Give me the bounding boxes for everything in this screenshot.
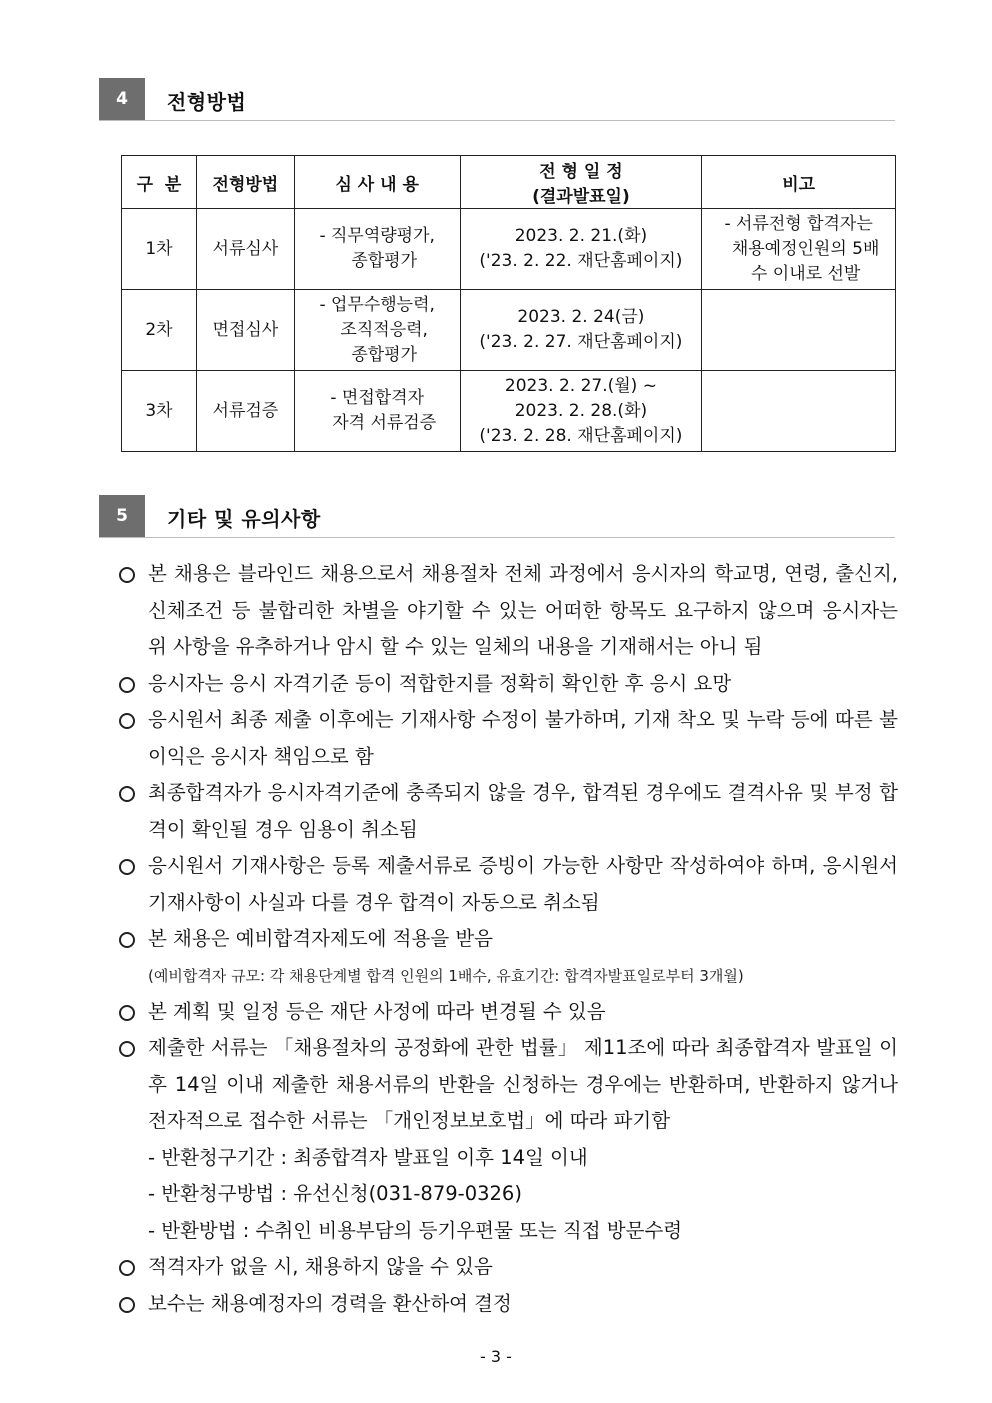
cell-method: 서류심사 — [196, 209, 294, 290]
notice-item: 적격자가 없을 시, 채용하지 않을 수 있음 — [116, 1249, 898, 1286]
notice-item: 보수는 채용예정자의 경력을 환산하여 결정 — [116, 1286, 898, 1323]
table-header-row — [122, 156, 896, 209]
notice-item: 응시원서 최종 제출 이후에는 기재사항 수정이 불가하며, 기재 착오 및 누락 등에 따른 불이익은 응시자 책임으로 함 — [116, 702, 898, 775]
notice-item: 본 채용은 예비합격자제도에 적용을 받음 — [116, 921, 898, 958]
page-number: - 3 - — [480, 1347, 512, 1366]
notice-item: 응시자는 응시 자격기준 등이 적합한지를 정확히 확인한 후 응시 요망 — [116, 666, 898, 703]
cell-method: 면접심사 — [196, 290, 294, 371]
notice-item: 제출한 서류는 「채용절차의 공정화에 관한 법률」 제11조에 따라 최종합격자 발표일 이후 14일 이내 제출한 채용서류의 반환을 신청하는 경우에는 반환하며, 반환하지 않거나 전자적으로 접수한 서류는 「개인정보보호법」에 따라 파기함 — [116, 1030, 898, 1140]
section-number: 5 — [99, 495, 145, 537]
cell-content: - 업무수행능력, 조직적응력, 종합평가 — [294, 290, 460, 371]
section-5-header — [99, 495, 895, 538]
header-schedule: 전 형 일 정 (결과발표일) — [460, 156, 702, 209]
notice-item: 본 채용은 블라인드 채용으로서 채용절차 전체 과정에서 응시자의 학교명, 연령, 출신지, 신체조건 등 불합리한 차별을 야기할 수 있는 어떠한 항목도 요구하지 않으며 응시자는 위 사항을 유추하거나 암시 할 수 있는 일체의 내용을 기재해서는 아니 됨 — [116, 556, 898, 666]
notice-subitem: - 반환청구기간 : 최종합격자 발표일 이후 14일 이내 — [148, 1145, 588, 1169]
header-content: 심 사 내 용 — [294, 156, 460, 209]
section-number: 4 — [99, 78, 145, 120]
cell-content: - 면접합격자 자격 서류검증 — [294, 371, 460, 452]
selection-method-table — [121, 155, 896, 452]
section-4-header — [99, 78, 895, 121]
header-remarks: 비고 — [702, 156, 896, 209]
cell-division: 1차 — [122, 209, 197, 290]
cell-remarks — [702, 371, 896, 452]
cell-method: 서류검증 — [196, 371, 294, 452]
cell-schedule: 2023. 2. 27.(월) ~ 2023. 2. 28.(화) ('23. 2. 28. 재단홈페이지) — [460, 371, 702, 452]
section-title: 전형방법 — [167, 90, 247, 114]
table-row — [122, 209, 896, 290]
notice-list — [116, 556, 898, 1322]
cell-remarks: - 서류전형 합격자는 채용예정인원의 5배 수 이내로 선발 — [702, 209, 896, 290]
section-title: 기타 및 유의사항 — [167, 507, 321, 531]
cell-content: - 직무역량평가, 종합평가 — [294, 209, 460, 290]
notice-item: 최종합격자가 응시자격기준에 충족되지 않을 경우, 합격된 경우에도 결격사유 및 부정 합격이 확인될 경우 임용이 취소됨 — [116, 775, 898, 848]
cell-schedule: 2023. 2. 24(금) ('23. 2. 27. 재단홈페이지) — [460, 290, 702, 371]
table-row — [122, 290, 896, 371]
cell-schedule: 2023. 2. 21.(화) ('23. 2. 22. 재단홈페이지) — [460, 209, 702, 290]
cell-division: 3차 — [122, 371, 197, 452]
header-division: 구 분 — [122, 156, 197, 209]
notice-note: (예비합격자 규모: 각 채용단계별 합격 인원의 1배수, 유효기간: 합격자발표일로부터 3개월) — [148, 966, 744, 985]
cell-remarks — [702, 290, 896, 371]
table-row — [122, 371, 896, 452]
notice-item: 본 계획 및 일정 등은 재단 사정에 따라 변경될 수 있음 — [116, 994, 898, 1031]
cell-division: 2차 — [122, 290, 197, 371]
notice-item: 응시원서 기재사항은 등록 제출서류로 증빙이 가능한 사항만 작성하여야 하며, 응시원서 기재사항이 사실과 다를 경우 합격이 자동으로 취소됨 — [116, 848, 898, 921]
header-method: 전형방법 — [196, 156, 294, 209]
notice-subitem: - 반환방법 : 수취인 비용부담의 등기우편물 또는 직접 방문수령 — [148, 1218, 683, 1242]
notice-subitem: - 반환청구방법 : 유선신청(031-879-0326) — [148, 1182, 522, 1205]
